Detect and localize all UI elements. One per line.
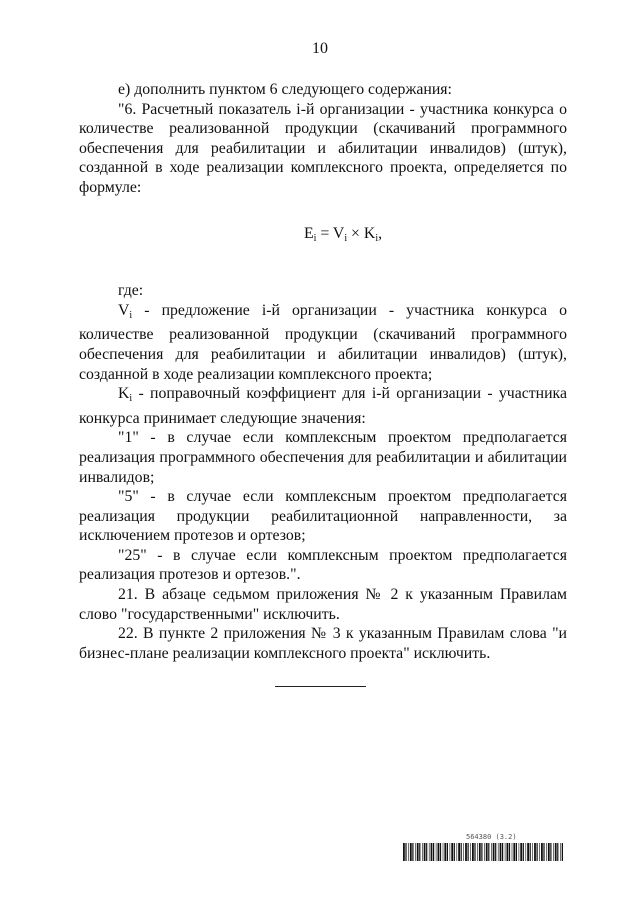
symbol-v: V <box>118 301 130 319</box>
paragraph-vi-definition <box>79 301 567 384</box>
symbol-sub: i <box>129 393 133 405</box>
paragraph-value-25: "25" - в случае если комплексным проектом предполагается реализация протезов и ортезов.". <box>79 546 567 584</box>
vi-text: - предложение i-й организации - участника конкурса о количестве реализованной продукции (скачиваний программного обеспечения для реабилитации и абилитации инвалидов) (штук), созданной в ходе реализации комплексного проекта; <box>79 301 567 383</box>
paragraph-ki-definition <box>79 384 567 428</box>
document-body <box>79 80 567 663</box>
formula-eq: = V <box>316 224 345 242</box>
page-number: 10 <box>312 40 328 57</box>
paragraph-item-6: "6. Расчетный показатель i-й организации - участника конкурса о количестве реализованной продукции (скачиваний программного обеспечения для реабилитации и абилитации инвалидов) (штук), созданной в ходе реализации комплексного проекта, определяется по формуле: <box>79 100 567 196</box>
symbol-sub: i <box>129 309 133 321</box>
signature-divider <box>275 686 366 687</box>
formula-sub: i <box>313 232 317 244</box>
paragraph-item-22: 22. В пункте 2 приложения № 3 к указанным Правилам слова "и бизнес-плане реализации комплексного проекта" исключить. <box>79 625 567 662</box>
paragraph-value-5: "5" - в случае если комплексным проектом предполагается реализация продукции реабилитационной направленности, за исключением протезов и ортезов; <box>79 488 567 545</box>
formula <box>79 224 567 249</box>
formula-lhs: E <box>303 224 314 242</box>
formula-sub: i <box>375 232 379 244</box>
symbol-k: K <box>118 385 130 403</box>
paragraph-intro: е) дополнить пунктом 6 следующего содержания: <box>118 81 452 98</box>
document-code: 564380 (3.2) <box>466 833 517 841</box>
paragraph-where: где: <box>118 282 144 300</box>
barcode-icon <box>403 843 563 861</box>
formula-tail: , <box>378 224 383 242</box>
formula-sub: i <box>344 232 348 244</box>
paragraph-item-21: 21. В абзаце седьмом приложения № 2 к указанным Правилам слово "государственными" исключить. <box>79 586 567 623</box>
formula-times: × K <box>347 224 376 242</box>
ki-text: - поправочный коэффициент для i-й организации - участника конкурса принимает следующие значения: <box>79 385 567 427</box>
paragraph-value-1: "1" - в случае если комплексным проектом предполагается реализация программного обеспечения для реабилитации и абилитации инвалидов; <box>79 429 567 486</box>
